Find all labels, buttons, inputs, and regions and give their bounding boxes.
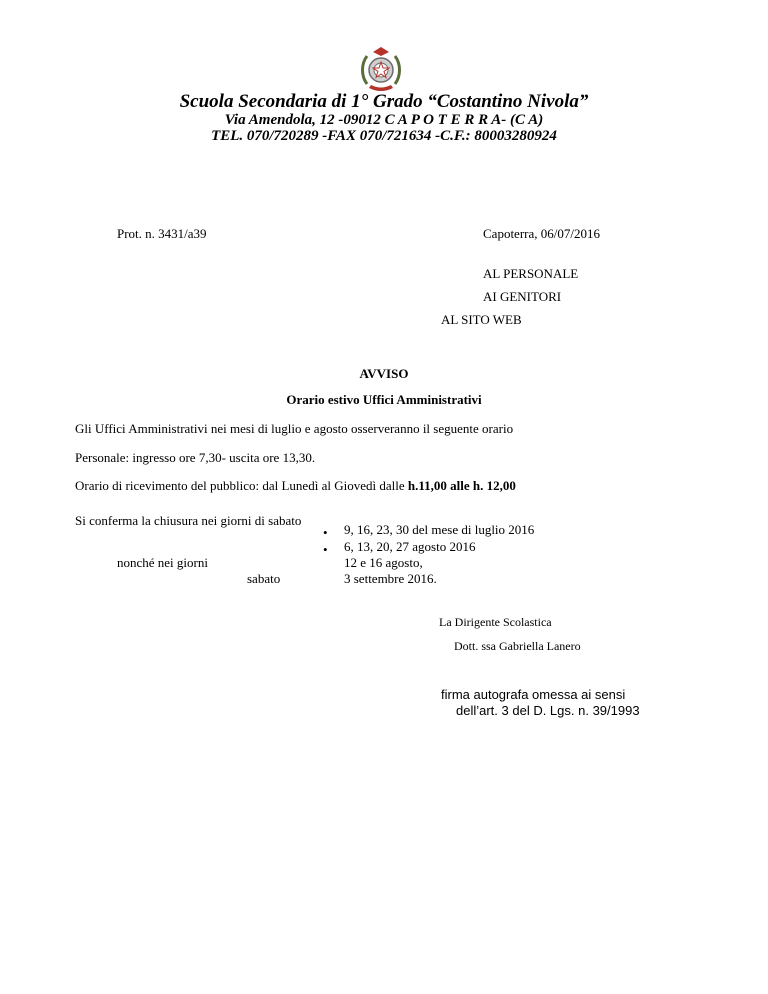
closure-july-dates: 9, 16, 23, 30 del mese di luglio 2016 [344, 522, 535, 537]
signer-role: La Dirigente Scolastica [439, 615, 552, 629]
paragraph-closure: Si conferma la chiusura nei giorni di sabato [75, 513, 302, 528]
recipient-staff: AL PERSONALE [483, 266, 579, 281]
paragraph-staff-hours: Personale: ingresso ore 7,30- uscita ore 13,30. [75, 450, 316, 465]
paragraph-office-hours-intro: Gli Uffici Amministrativi nei mesi di luglio e agosto osserveranno il seguente orario [75, 421, 514, 436]
bullet-icon: • [323, 525, 328, 540]
school-address: Via Amendola, 12 -09012 C A P O T E R R A- (C A) [224, 112, 544, 128]
also-days-label: nonché nei giorni [117, 555, 208, 570]
place-date: Capoterra, 06/07/2016 [483, 226, 600, 241]
school-name: Scuola Secondaria di 1° Grado “Costantino Nivola” [179, 91, 589, 112]
saturday-label: sabato [247, 571, 281, 586]
bullet-icon: • [323, 542, 328, 557]
recipient-website: AL SITO WEB [441, 312, 522, 327]
also-days-value: 12 e 16 agosto, [344, 555, 423, 570]
closure-august-dates: 6, 13, 20, 27 agosto 2016 [344, 539, 476, 554]
public-hours-time: h.11,00 alle h. 12,00 [407, 478, 516, 493]
signature-note-line1: firma autografa omessa ai sensi [441, 687, 626, 702]
republic-emblem-icon [359, 44, 403, 94]
saturday-value: 3 settembre 2016. [344, 571, 437, 586]
protocol-number: Prot. n. 3431/a39 [117, 226, 207, 241]
paragraph-public-hours [75, 478, 516, 494]
public-hours-text: Orario di ricevimento del pubblico: dal Lunedì al Giovedì dalle [75, 478, 408, 493]
signature-note-line2: dell’art. 3 del D. Lgs. n. 39/1993 [456, 703, 640, 718]
school-contacts: TEL. 070/720289 -FAX 070/721634 -C.F.: 80003280924 [211, 128, 557, 144]
recipient-parents: AI GENITORI [483, 289, 562, 304]
notice-subtitle: Orario estivo Uffici Amministrativi [286, 392, 482, 407]
notice-title: AVVISO [359, 366, 409, 381]
signer-name: Dott. ssa Gabriella Lanero [454, 639, 581, 653]
